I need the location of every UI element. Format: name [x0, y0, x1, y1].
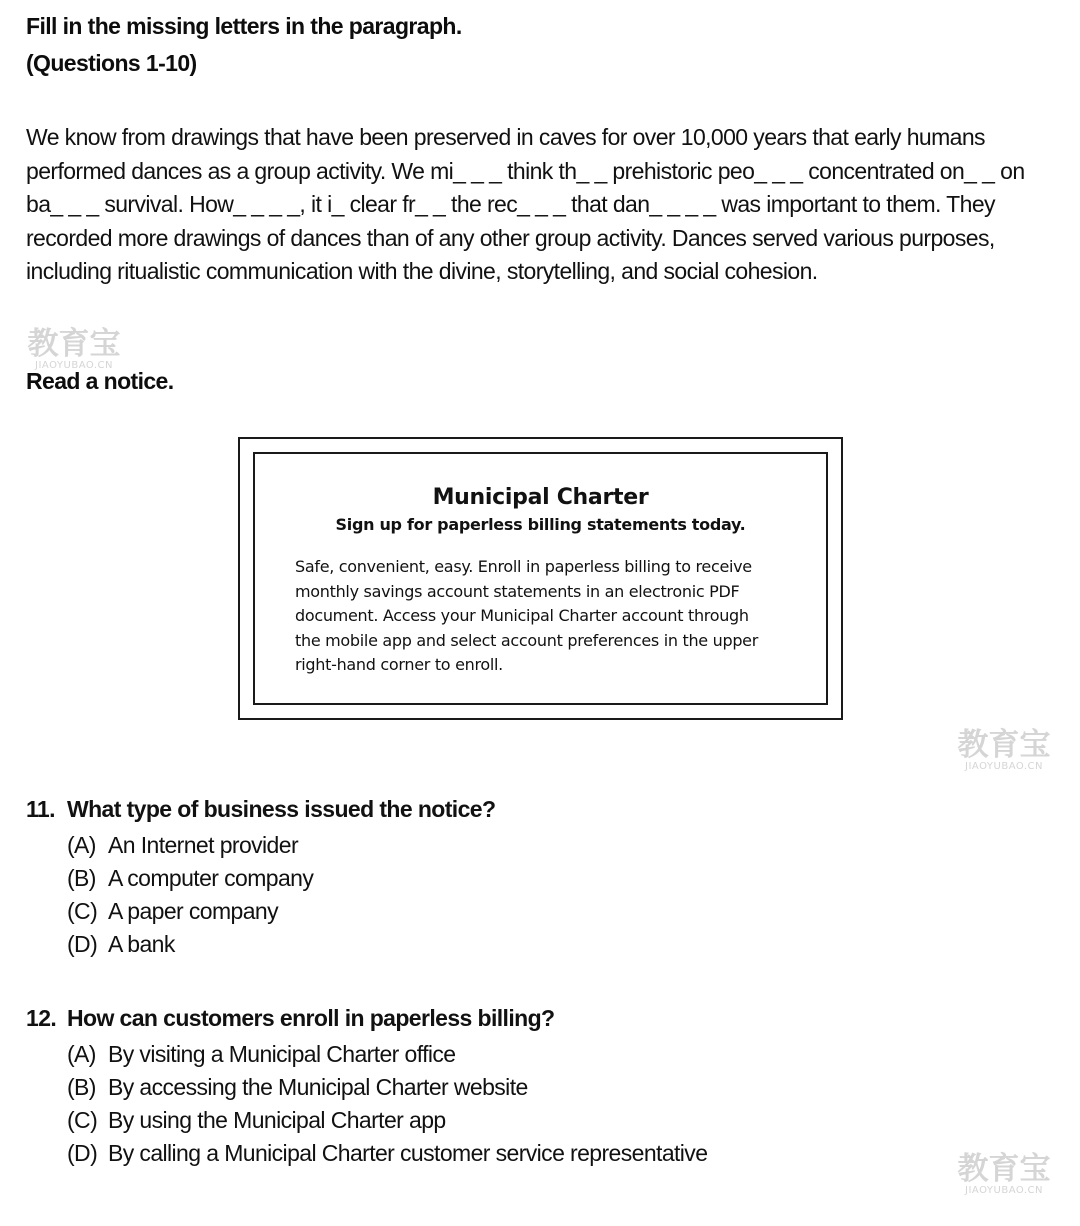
- option-letter: (C): [67, 898, 98, 924]
- watermark-logo: [18, 326, 130, 371]
- answer-option[interactable]: [67, 865, 313, 892]
- notice-inner-frame: [253, 452, 828, 705]
- notice-subtitle: Sign up for paperless billing statements today.: [335, 515, 746, 534]
- watermark-en: JIAOYUBAO.CN: [35, 360, 113, 371]
- option-text: A paper company: [108, 898, 279, 924]
- question-number: 12.: [26, 1005, 57, 1031]
- answer-option[interactable]: [67, 1140, 707, 1167]
- notice-body-line: right-hand corner to enroll.: [295, 655, 503, 674]
- section-heading: Read a notice.: [26, 368, 174, 394]
- watermark-cn: 教育宝: [27, 326, 121, 362]
- paragraph-line: performed dances as a group activity. We mi_ _ _ think th_ _ prehistoric peo_ _ _ concentrated on_ _ on: [26, 157, 1025, 184]
- question-text: How can customers enroll in paperless billing?: [67, 1005, 555, 1031]
- answer-option[interactable]: [67, 1107, 446, 1134]
- answer-option[interactable]: [67, 931, 175, 958]
- question-text: What type of business issued the notice?: [67, 796, 496, 822]
- notice-title: Municipal Charter: [432, 485, 649, 510]
- notice-body-line: document. Access your Municipal Charter account through: [295, 606, 749, 625]
- watermark-logo: [948, 1151, 1060, 1196]
- option-letter: (C): [67, 1107, 98, 1133]
- paragraph-line: recorded more drawings of dances than of any other group activity. Dances served various purposes,: [26, 224, 995, 251]
- option-letter: (D): [67, 1140, 98, 1166]
- instructions-heading: Fill in the missing letters in the paragraph.: [26, 13, 462, 39]
- option-letter: (A): [67, 1041, 96, 1067]
- watermark-en: JIAOYUBAO.CN: [965, 761, 1043, 772]
- cloze-paragraph: [26, 121, 1066, 289]
- option-text: By visiting a Municipal Charter office: [108, 1041, 456, 1067]
- option-letter: (A): [67, 832, 96, 858]
- option-text: By using the Municipal Charter app: [108, 1107, 446, 1133]
- notice-body-line: Safe, convenient, easy. Enroll in paperless billing to receive: [295, 557, 752, 576]
- watermark-logo: [948, 727, 1060, 772]
- option-letter: (B): [67, 1074, 96, 1100]
- option-text: By calling a Municipal Charter customer service representative: [108, 1140, 708, 1166]
- answer-option[interactable]: [67, 1041, 456, 1068]
- notice-body-line: monthly savings account statements in an electronic PDF: [295, 581, 740, 601]
- watermark-en: JIAOYUBAO.CN: [965, 1185, 1043, 1196]
- paragraph-line: including ritualistic communication with the divine, storytelling, and social cohesion.: [26, 258, 818, 284]
- paragraph-line: We know from drawings that have been preserved in caves for over 10,000 years that early humans: [26, 124, 985, 150]
- option-text: A bank: [108, 931, 175, 957]
- option-letter: (B): [67, 865, 96, 891]
- watermark-cn: 教育宝: [957, 727, 1051, 763]
- answer-option[interactable]: [67, 898, 278, 925]
- notice-body-line: the mobile app and select account preferences in the upper: [295, 630, 759, 650]
- answer-option[interactable]: [67, 832, 298, 859]
- option-letter: (D): [67, 931, 98, 957]
- option-text: By accessing the Municipal Charter website: [108, 1074, 528, 1100]
- notice-body: [295, 555, 815, 678]
- option-text: An Internet provider: [108, 832, 299, 858]
- questions-range-label: (Questions 1-10): [26, 50, 197, 76]
- option-text: A computer company: [108, 865, 314, 891]
- question-number: 11.: [26, 796, 55, 822]
- notice-outer-frame: [238, 437, 843, 720]
- watermark-cn: 教育宝: [957, 1151, 1051, 1187]
- paragraph-line: ba_ _ _ survival. How_ _ _ _, it i_ clear fr_ _ the rec_ _ _ that dan_ _ _ _ was important to them. They: [26, 191, 995, 217]
- answer-option[interactable]: [67, 1074, 528, 1101]
